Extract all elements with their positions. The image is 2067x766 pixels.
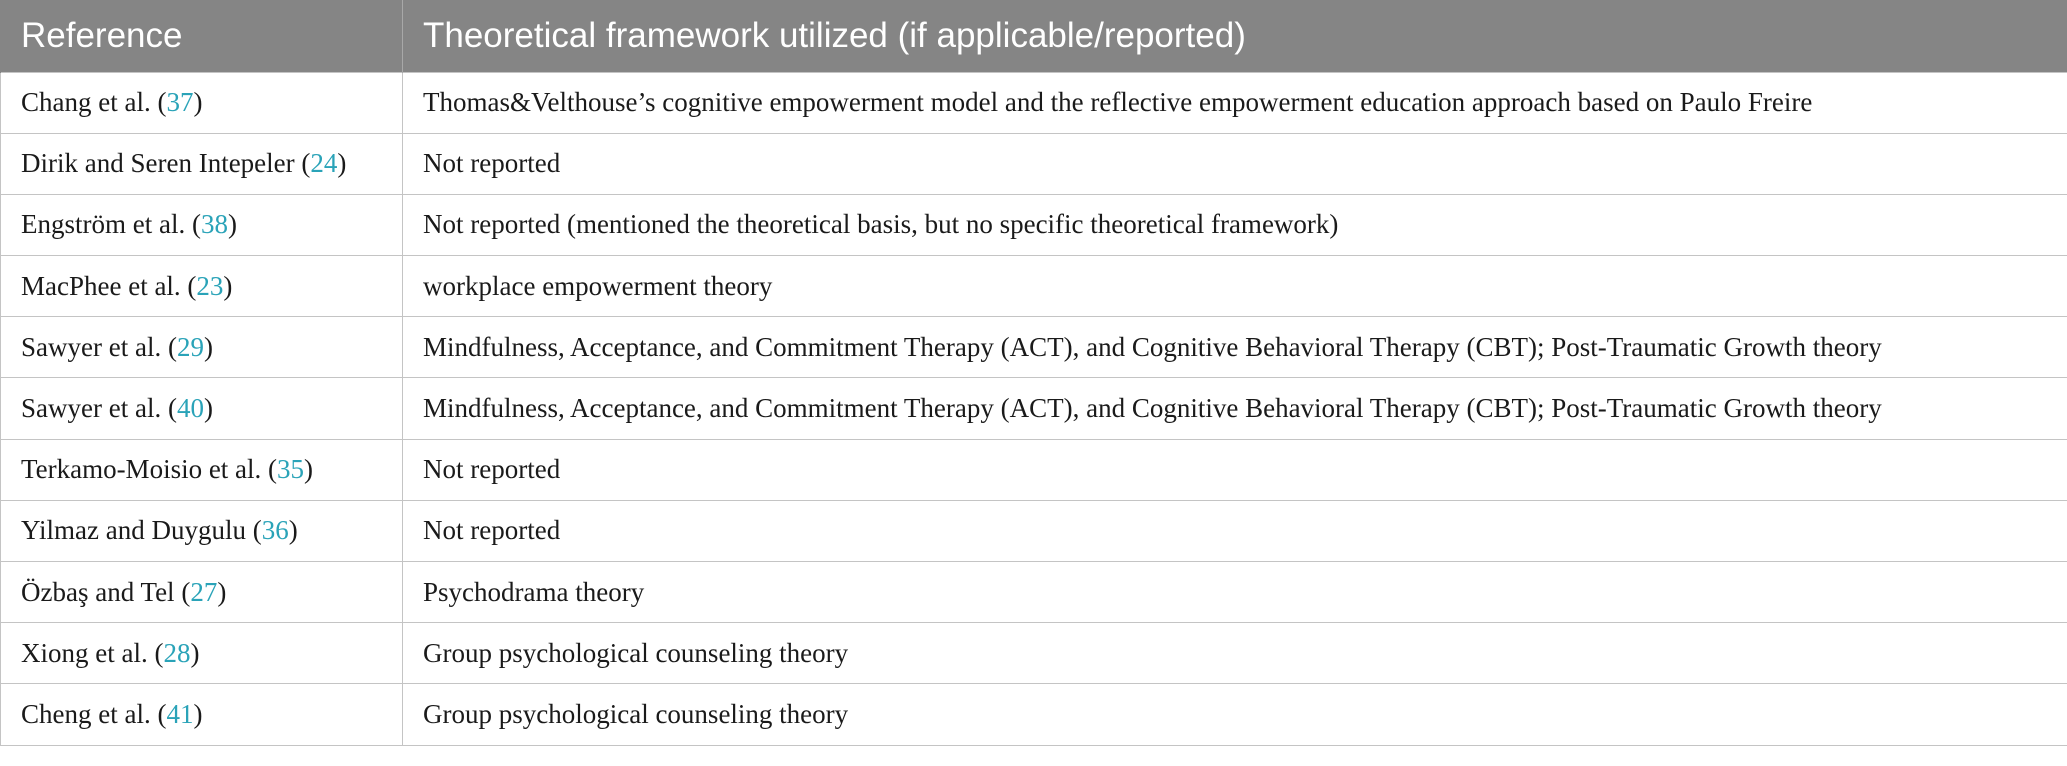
reference-close: ) (193, 87, 203, 118)
framework-cell: workplace empowerment theory (403, 256, 2067, 317)
reference-cell (1, 256, 403, 317)
reference-cell (1, 194, 403, 255)
reference-close: ) (227, 209, 237, 240)
framework-cell: Group psychological counseling theory (403, 623, 2067, 684)
citation-link[interactable]: 40 (176, 393, 204, 424)
table-row (1, 256, 2067, 317)
table-row (1, 378, 2067, 439)
table-row (1, 194, 2067, 255)
citation-link[interactable]: 36 (261, 515, 289, 546)
framework-cell: Mindfulness, Acceptance, and Commitment Therapy (ACT), and Cognitive Behavioral Therapy (CBT); Post-Traumatic Growth theory (403, 317, 2067, 378)
table-row (1, 500, 2067, 561)
reference-close: ) (217, 576, 227, 607)
reference-close: ) (223, 270, 233, 301)
citation-link[interactable]: 38 (200, 209, 228, 240)
table-row (1, 562, 2067, 623)
header-framework: Theoretical framework utilized (if applicable/reported) (403, 0, 2067, 72)
reference-cell (1, 500, 403, 561)
reference-text: Sawyer et al. ( (21, 393, 177, 424)
reference-close: ) (337, 148, 347, 179)
reference-text: Özbaş and Tel ( (21, 576, 191, 607)
framework-cell: Not reported (403, 439, 2067, 500)
reference-cell (1, 317, 403, 378)
reference-close: ) (203, 331, 213, 362)
table-row (1, 72, 2067, 133)
reference-cell (1, 439, 403, 500)
reference-cell (1, 623, 403, 684)
citation-link[interactable]: 23 (196, 270, 224, 301)
reference-text: Terkamo-Moisio et al. ( (21, 454, 278, 485)
reference-cell (1, 562, 403, 623)
reference-close: ) (193, 698, 203, 729)
citation-link[interactable]: 27 (190, 576, 218, 607)
reference-text: Yilmaz and Duygulu ( (21, 515, 262, 546)
table-header (1, 0, 2067, 72)
reference-close: ) (304, 454, 314, 485)
reference-cell (1, 378, 403, 439)
citation-link[interactable]: 35 (277, 454, 305, 485)
reference-text: Xiong et al. ( (21, 637, 164, 668)
header-row (1, 0, 2067, 72)
citation-link[interactable]: 29 (176, 331, 204, 362)
framework-cell: Not reported (403, 500, 2067, 561)
table-row (1, 623, 2067, 684)
reference-text: Engström et al. ( (21, 209, 201, 240)
reference-close: ) (190, 637, 200, 668)
reference-text: Sawyer et al. ( (21, 331, 177, 362)
citation-link[interactable]: 37 (166, 87, 194, 118)
framework-cell: Mindfulness, Acceptance, and Commitment Therapy (ACT), and Cognitive Behavioral Therapy (CBT); Post-Traumatic Growth theory (403, 378, 2067, 439)
citation-link[interactable]: 24 (310, 148, 338, 179)
table-row (1, 439, 2067, 500)
citation-link[interactable]: 41 (166, 698, 194, 729)
table-row (1, 317, 2067, 378)
reference-close: ) (203, 393, 213, 424)
reference-text: Cheng et al. ( (21, 698, 167, 729)
framework-cell: Group psychological counseling theory (403, 684, 2067, 745)
table-row (1, 133, 2067, 194)
framework-cell: Not reported (mentioned the theoretical basis, but no specific theoretical framework) (403, 194, 2067, 255)
framework-cell: Psychodrama theory (403, 562, 2067, 623)
table-body (1, 72, 2067, 745)
reference-close: ) (288, 515, 298, 546)
reference-text: Chang et al. ( (21, 87, 167, 118)
reference-cell (1, 684, 403, 745)
reference-text: Dirik and Seren Intepeler ( (21, 148, 311, 179)
reference-cell (1, 72, 403, 133)
reference-cell (1, 133, 403, 194)
citation-link[interactable]: 28 (163, 637, 191, 668)
table-row (1, 684, 2067, 745)
header-reference: Reference (1, 0, 403, 72)
framework-cell: Not reported (403, 133, 2067, 194)
framework-cell: Thomas&Velthouse’s cognitive empowerment model and the reflective empowerment education approach based on Paulo Freire (403, 72, 2067, 133)
reference-text: MacPhee et al. ( (21, 270, 197, 301)
